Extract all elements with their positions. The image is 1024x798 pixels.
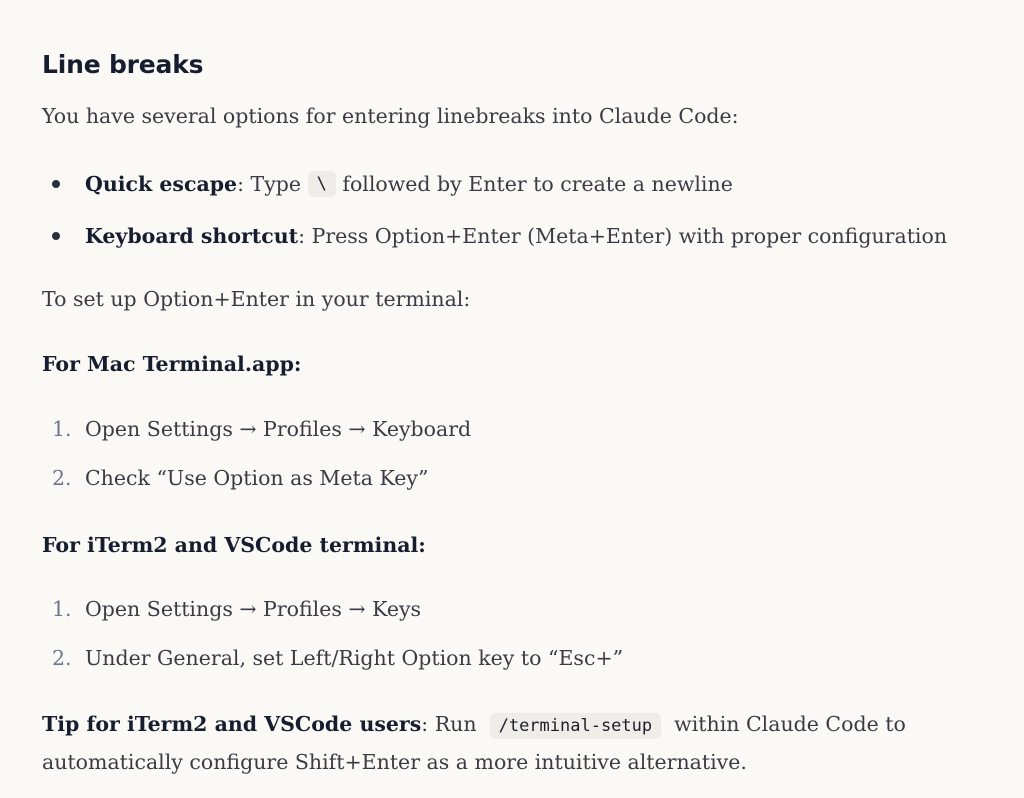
iterm-step-1 [42,591,421,627]
mac-step-1 [42,411,471,447]
step-text: Check “Use Option as Meta Key” [85,466,429,490]
mac-step-2 [42,460,428,496]
bullet-label: Keyboard shortcut [85,224,299,248]
bullet-text: : Press Option+Enter (Meta+Enter) with proper configuration [298,224,948,248]
tip-text: : Run [421,712,484,736]
iterm-step-2 [42,640,623,676]
tip-text: within Claude Code to automatically configure Shift+Enter as a more intuitive alternative. [42,712,906,774]
step-number: 2. [52,466,72,490]
bullet-text: followed by Enter to create a newline [342,172,733,196]
bullet-text: : Type [237,172,302,196]
step-text: Under General, set Left/Right Option key to “Esc+” [85,646,624,670]
mac-heading: For Mac Terminal.app: [42,352,302,376]
bullet-icon [52,232,60,240]
section-title: Line breaks [42,50,204,79]
iterm-heading: For iTerm2 and VSCode terminal: [42,533,426,557]
step-text: Open Settings → Profiles → Keyboard [85,417,472,441]
inline-code: \ [308,171,336,197]
setup-paragraph: To set up Option+Enter in your terminal: [42,287,471,311]
step-number: 2. [52,646,72,670]
list-item-quick-escape [42,166,733,202]
inline-code-terminal-setup: /terminal-setup [490,713,662,739]
intro-paragraph: You have several options for entering linebreaks into Claude Code: [42,104,739,128]
bullet-label: Quick escape [85,172,238,196]
step-number: 1. [52,597,72,621]
step-number: 1. [52,417,72,441]
tip-label: Tip for iTerm2 and VSCode users [42,712,422,736]
list-item-keyboard-shortcut [42,218,947,254]
tip-paragraph [42,706,1024,780]
step-text: Open Settings → Profiles → Keys [85,597,422,621]
bullet-icon [52,180,60,188]
